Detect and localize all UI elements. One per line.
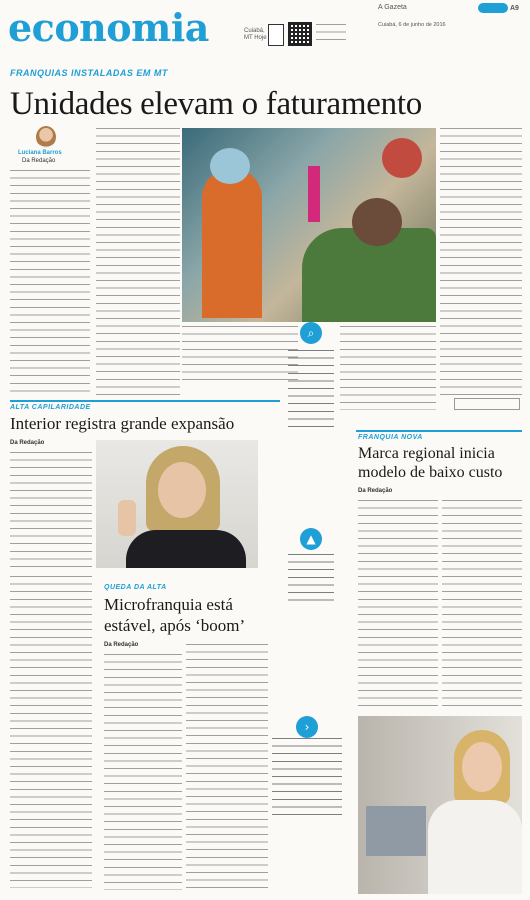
author-avatar <box>36 126 56 148</box>
section-divider-1 <box>10 400 280 402</box>
photo-object <box>366 806 426 856</box>
chart-icon: ▲ <box>300 528 322 550</box>
photo-prop <box>308 166 320 222</box>
story2-column-1a <box>10 452 92 572</box>
author-role: Da Redação <box>22 158 56 164</box>
photo-face <box>158 462 206 518</box>
story4-photo <box>358 716 522 894</box>
photo-figure-1 <box>202 168 262 318</box>
story3-column-1 <box>104 654 182 890</box>
lead-footer-box <box>454 398 520 410</box>
arrow-icon: › <box>296 716 318 738</box>
lead-column-4 <box>440 128 522 396</box>
info-note-3 <box>272 738 342 818</box>
story2-kicker: ALTA CAPILARIDADE <box>10 404 91 411</box>
story2-byline: Da Redação <box>10 440 45 446</box>
story4-byline: Da Redação <box>358 488 393 494</box>
story2-column-1b <box>10 576 92 888</box>
lead-column-3b <box>340 326 436 410</box>
photo-face-2 <box>462 742 502 792</box>
mast-note-2: MT Hoje <box>244 35 267 41</box>
lead-column-2 <box>96 128 180 398</box>
mast-qr-text <box>316 24 346 44</box>
qr-code <box>288 22 312 46</box>
story3-kicker: QUEDA DA ALTA <box>104 584 167 591</box>
photo-figure-2-head <box>352 198 402 246</box>
author-name: Luciana Barros <box>18 150 62 156</box>
story4-column-1 <box>358 500 438 708</box>
info-note-1 <box>288 350 334 430</box>
lead-photo <box>182 128 436 322</box>
story4-headline-1: Marca regional inicia <box>358 445 495 462</box>
story4-headline-2: modelo de baixo custo <box>358 464 503 481</box>
lead-kicker: FRANQUIAS INSTALADAS EM MT <box>10 68 168 78</box>
story3-byline: Da Redação <box>104 642 139 648</box>
story2-headline: Interior registra grande expansão <box>10 414 235 433</box>
photo-hand <box>118 500 136 536</box>
story2-photo <box>96 440 258 568</box>
info-note-2 <box>288 554 334 604</box>
phone-icon <box>268 24 284 46</box>
photo-jacket <box>126 530 246 568</box>
photo-figure-1-cap <box>210 148 250 184</box>
story4-column-2 <box>442 500 522 708</box>
lead-headline: Unidades elevam o faturamento <box>10 86 422 122</box>
section-divider-2 <box>356 430 522 432</box>
lead-column-3a <box>182 326 298 382</box>
story3-column-2 <box>186 644 268 890</box>
section-title: economia <box>8 5 209 50</box>
page-number: A9 <box>510 5 519 12</box>
search-icon: ⌕ <box>300 322 322 344</box>
brand-name: A Gazeta <box>378 4 407 11</box>
page-date: Cuiabá, 6 de junho de 2016 <box>378 22 446 28</box>
lead-column-1 <box>10 170 90 398</box>
social-icons <box>478 3 508 13</box>
story4-kicker: FRANQUIA NOVA <box>358 434 423 441</box>
photo-bg-figure <box>382 138 422 178</box>
mast-note-1: Cuiabá, <box>244 28 265 34</box>
photo-shirt <box>428 800 522 894</box>
story3-headline-2: estável, após ‘boom’ <box>104 616 246 635</box>
story3-headline-1: Microfranquia está <box>104 595 233 614</box>
